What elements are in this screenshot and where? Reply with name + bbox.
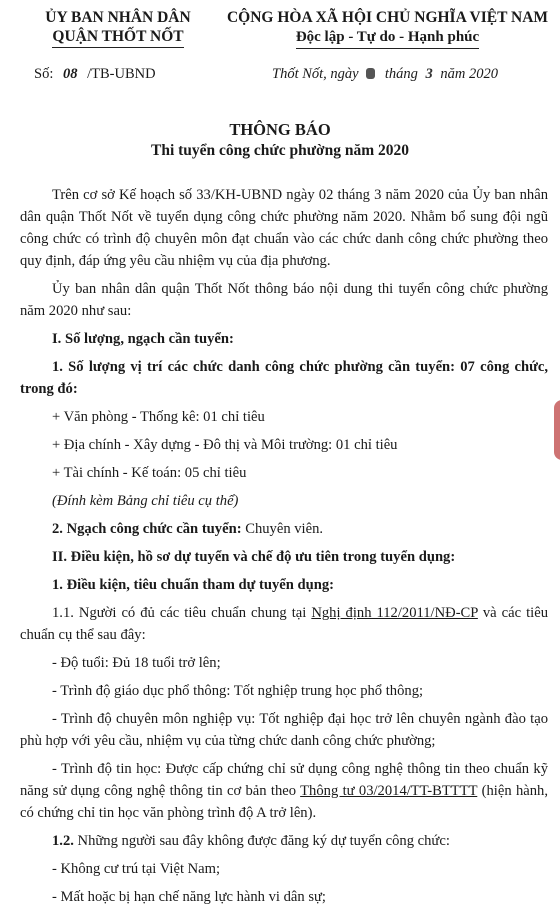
quota-item: + Tài chính - Kế toán: 05 chỉ tiêu	[52, 465, 247, 481]
section-heading-1: I. Số lượng, ngạch cần tuyển:	[52, 331, 234, 347]
document-title: THÔNG BÁO	[229, 120, 331, 139]
subsection-1-1: 1. Số lượng vị trí các chức danh công chức phường cần tuyển: 07 công chức, trong đó:	[20, 359, 548, 397]
criterion-item: - Độ tuổi: Đủ 18 tuổi trở lên;	[52, 655, 221, 671]
decree-link[interactable]: Nghị định 112/2011/NĐ-CP	[311, 605, 478, 621]
national-header	[215, 8, 560, 49]
quota-item: + Văn phòng - Thống kê: 01 chỉ tiêu	[52, 409, 265, 425]
clause-1-2: 1.2. Những người sau đây không được đăng ký dự tuyển công chức:	[52, 833, 450, 849]
authority-line-1: ỦY BAN NHÂN DÂN	[45, 9, 191, 26]
circular-link[interactable]: Thông tư 03/2014/TT-BTTTT	[300, 783, 478, 799]
authority-line-2: QUẬN THỐT NỐT	[52, 27, 183, 48]
quota-item: + Địa chính - Xây dựng - Đô thị và Môi trường: 01 chỉ tiêu	[52, 437, 398, 453]
subsection-2-1: 1. Điều kiện, tiêu chuẩn tham dự tuyển dụng:	[52, 577, 335, 593]
nation-name: CỘNG HÒA XÃ HỘI CHỦ NGHĨA VIỆT NAM	[226, 9, 549, 26]
handwritten-day-mark	[366, 68, 375, 79]
place-and-date: Thốt Nốt, ngày tháng 3 năm 2020	[272, 66, 498, 82]
red-seal-edge	[554, 400, 560, 460]
exclusion-item: - Không cư trú tại Việt Nam;	[52, 861, 221, 877]
handwritten-number: 08	[62, 66, 78, 82]
handwritten-month: 3	[425, 66, 433, 82]
national-motto: Độc lập - Tự do - Hạnh phúc	[296, 28, 479, 49]
document-subtitle: Thi tuyển công chức phường năm 2020	[150, 142, 409, 159]
paragraph-announcement: Ủy ban nhân dân quận Thốt Nốt thông báo nội dung thi tuyển công chức phường năm 2020 như sau:	[20, 281, 548, 319]
subsection-1-2: 2. Ngạch công chức cần tuyển: Chuyên viên.	[52, 521, 324, 537]
criterion-item: - Trình độ giáo dục phổ thông: Tốt nghiệp trung học phổ thông;	[52, 683, 424, 699]
attachment-note: (Đính kèm Bảng chỉ tiêu cụ thể)	[52, 493, 239, 509]
paragraph-intro: Trên cơ sở Kế hoạch số 33/KH-UBND ngày 02 tháng 3 năm 2020 của Ủy ban nhân dân quận Thốt Nốt về tuyển dụng công chức phường năm 2020. Nhằm bổ sung đội ngũ công chức có trình độ chuyên môn đạt chuẩn vào các chức danh công chức phường theo quy định, đáp ứng yêu cầu nhiệm vụ của địa phương.	[20, 187, 548, 269]
document-body	[20, 184, 548, 908]
criterion-item: - Trình độ tin học: Được cấp chứng chỉ sử dụng công nghệ thông tin theo chuẩn kỹ năng sử dụng công nghệ thông tin cơ bản theo Thông tư 03/2014/TT-BTTTT (hiện hành, có chứng chỉ tin học văn phòng trình độ A trở lên).	[20, 761, 548, 821]
exclusion-item: - Mất hoặc bị hạn chế năng lực hành vi dân sự;	[52, 889, 326, 905]
document-number: Số: 08 /TB-UBND	[34, 66, 156, 82]
clause-1-1: 1.1. Người có đủ các tiêu chuẩn chung tại Nghị định 112/2011/NĐ-CP và các tiêu chuẩn cụ thể sau đây:	[20, 605, 548, 643]
criterion-item: - Trình độ chuyên môn nghiệp vụ: Tốt nghiệp đại học trở lên chuyên ngành đào tạo phù hợp với yêu cầu, nhiệm vụ của từng chức danh công chức phường;	[20, 711, 548, 749]
issuing-authority	[18, 8, 218, 48]
section-heading-2: II. Điều kiện, hồ sơ dự tuyển và chế độ ưu tiên trong tuyển dụng:	[52, 549, 456, 565]
